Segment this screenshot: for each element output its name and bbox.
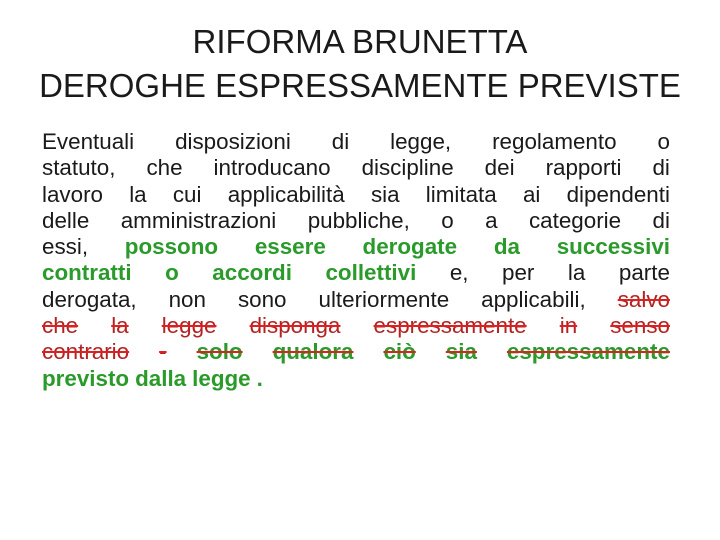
word: rapporti [545,155,622,181]
word: o [441,207,454,233]
body-line-1 [42,129,670,155]
title-line-1: RIFORMA BRUNETTA [192,23,528,60]
word: disposizioni [175,129,291,154]
struck-word: espressamente [373,313,527,339]
highlighted-word: da [493,234,520,260]
struck-highlighted-word: espressamente [506,339,670,365]
highlighted-word: . [256,365,263,391]
word: di [652,155,670,181]
word: legge, [390,129,452,154]
word: regolamento [492,129,617,154]
word: parte [618,260,670,286]
word: applicabili, [481,286,586,312]
word: pubbliche, [307,207,410,233]
body-line-5 [42,234,670,260]
word: non [168,286,206,312]
body-line-2 [42,155,670,181]
word: la [567,260,586,286]
struck-word: in [559,313,578,339]
highlighted-word: dalla [135,365,187,391]
struck-word: che [42,313,79,339]
word: e, [449,260,469,286]
word: ai [522,181,541,207]
body-line-3 [42,182,670,208]
word: sono [237,286,287,312]
struck-highlighted-word: solo [196,339,243,365]
word: amministrazioni [120,207,277,233]
struck-word: salvo [617,286,670,312]
highlighted-word: accordi [212,260,292,286]
struck-word: senso [610,313,670,339]
highlighted-word: legge [192,365,251,391]
highlighted-word: derogate [362,234,458,260]
word: ulteriormente [318,286,450,312]
word: limitata [425,181,497,207]
word: introducano [213,155,331,181]
struck-highlighted-word: ciò [383,339,416,365]
word: cui [172,181,202,207]
word: a [485,207,498,233]
struck-word: la [111,313,129,339]
body-line-8 [42,313,670,339]
word: per [502,260,535,286]
word: applicabilità [227,181,345,207]
struck-word: legge [161,313,217,339]
highlighted-word: contratti [42,260,132,286]
word: dei [484,155,515,181]
word: la [129,181,147,207]
body-line-9 [42,339,670,365]
struck-word: - [159,339,167,365]
word: categorie [528,207,622,233]
body-line-4 [42,208,670,234]
highlighted-word: previsto [42,365,130,391]
word: sia [370,181,400,207]
struck-highlighted-word: qualora [272,339,354,365]
word: delle [42,207,90,233]
word: essi, [42,234,89,260]
struck-word: disponga [249,313,341,339]
body-line-10 [42,366,670,392]
word: lavoro [42,181,103,207]
highlighted-word: o [165,260,179,286]
struck-highlighted-word: sia [445,339,477,365]
word: di [331,129,350,154]
highlighted-word: essere [254,234,326,260]
word: di [652,207,670,233]
word: che [146,155,183,181]
word: statuto, [42,155,116,181]
body-text [42,129,670,392]
body-line-7 [42,287,670,313]
title-line-2: DEROGHE ESPRESSAMENTE PREVISTE [39,67,681,104]
highlighted-word: possono [124,234,219,260]
word: o [657,129,670,154]
highlighted-word: collettivi [325,260,417,286]
word: dipendenti [566,181,670,207]
word: discipline [361,155,454,181]
word: Eventuali [42,129,135,154]
body-line-6 [42,260,670,286]
highlighted-word: successivi [556,234,670,260]
slide-title [20,20,700,108]
word: derogata, [42,286,137,312]
struck-word: contrario [42,339,130,365]
